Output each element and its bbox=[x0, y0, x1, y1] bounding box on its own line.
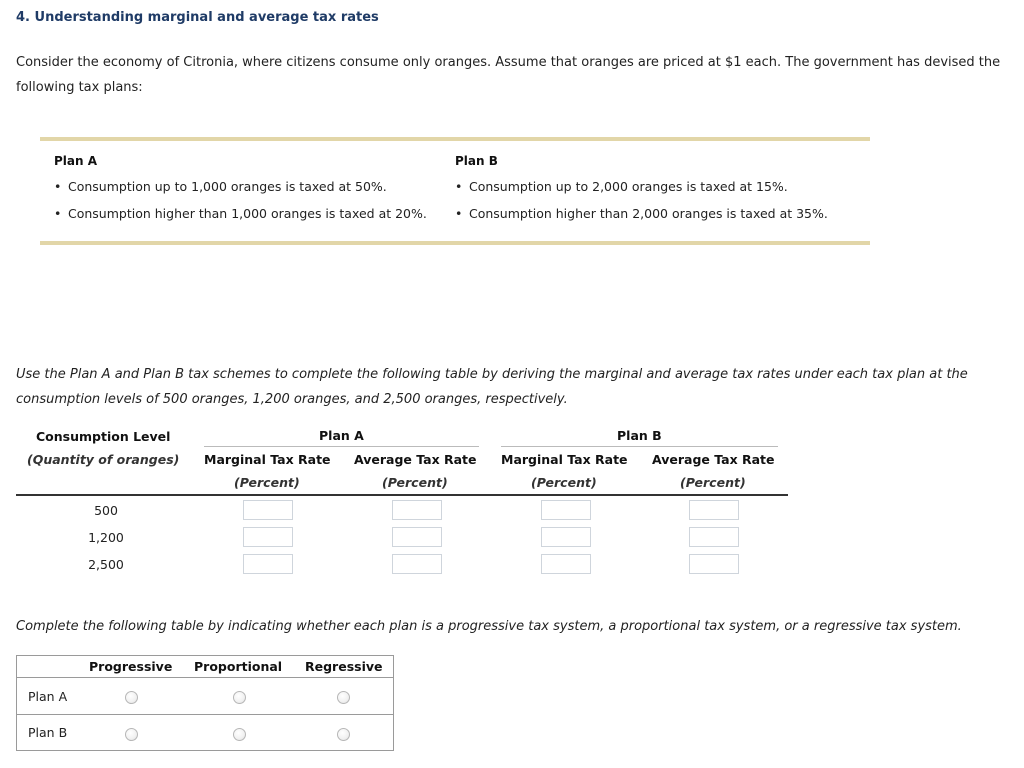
plan-a-marginal-header: Marginal Tax Rate bbox=[204, 452, 331, 467]
plan-b-marginal-input-2500[interactable] bbox=[541, 554, 591, 574]
plan-b-item bbox=[455, 177, 828, 204]
consumption-level-cell: 500 bbox=[94, 503, 118, 518]
plan-a-marginal-input-500[interactable] bbox=[243, 500, 293, 520]
plan-a-marginal-input-2500[interactable] bbox=[243, 554, 293, 574]
plan-b-item-text: Consumption higher than 2,000 oranges is taxed at 35%. bbox=[469, 206, 828, 221]
tax-system-table bbox=[16, 655, 394, 751]
plan-a-item-text: Consumption up to 1,000 oranges is taxed at 50%. bbox=[68, 179, 387, 194]
plan-b-marginal-header: Marginal Tax Rate bbox=[501, 452, 628, 467]
plan-a-header-rule bbox=[204, 446, 479, 447]
plan-a-item-text: Consumption higher than 1,000 oranges is taxed at 20%. bbox=[68, 206, 427, 221]
plan-a-average-input-500[interactable] bbox=[392, 500, 442, 520]
plan-b-row-label: Plan B bbox=[28, 725, 68, 740]
plan-b-column bbox=[455, 154, 828, 231]
plan-b-header-rule bbox=[501, 446, 778, 447]
plan-a-item bbox=[54, 177, 427, 204]
tax-rate-table bbox=[16, 426, 788, 586]
plan-a-group-header: Plan A bbox=[319, 428, 364, 443]
tax-plans-box bbox=[40, 137, 870, 245]
table-header-divider bbox=[16, 494, 788, 496]
plan-b-item-text: Consumption up to 2,000 oranges is taxed at 15%. bbox=[469, 179, 788, 194]
plan-a-average-input-2500[interactable] bbox=[392, 554, 442, 574]
question-title: 4. Understanding marginal and average tax rates bbox=[16, 10, 379, 25]
plan-b-group-header: Plan B bbox=[617, 428, 662, 443]
system-table-instructions: Complete the following table by indicating whether each plan is a progressive tax system, a proportional tax system, or a regressive tax system. bbox=[16, 619, 962, 634]
bullet-icon: • bbox=[455, 206, 463, 221]
proportional-column-header: Proportional bbox=[194, 659, 283, 674]
plan-b-average-unit: (Percent) bbox=[680, 475, 746, 490]
plan-b-regressive-radio[interactable] bbox=[337, 728, 350, 741]
plan-b-marginal-input-1200[interactable] bbox=[541, 527, 591, 547]
bullet-icon: • bbox=[54, 206, 62, 221]
consumption-level-cell: 1,200 bbox=[88, 530, 124, 545]
plan-b-average-input-500[interactable] bbox=[689, 500, 739, 520]
plan-b-item bbox=[455, 204, 828, 231]
plan-b-average-input-2500[interactable] bbox=[689, 554, 739, 574]
plan-a-row-label: Plan A bbox=[28, 689, 68, 704]
progressive-column-header: Progressive bbox=[89, 659, 173, 674]
bullet-icon: • bbox=[455, 179, 463, 194]
plan-a-item bbox=[54, 204, 427, 231]
plan-a-proportional-radio[interactable] bbox=[233, 691, 246, 704]
consumption-level-header: Consumption Level bbox=[36, 429, 171, 444]
plan-b-marginal-unit: (Percent) bbox=[531, 475, 597, 490]
plan-a-average-header: Average Tax Rate bbox=[354, 452, 477, 467]
plan-a-progressive-radio[interactable] bbox=[125, 691, 138, 704]
plan-a-column bbox=[54, 154, 427, 231]
plan-a-row bbox=[17, 677, 393, 715]
consumption-level-cell: 2,500 bbox=[88, 557, 124, 572]
plan-b-heading: Plan B bbox=[455, 154, 498, 168]
plan-b-average-header: Average Tax Rate bbox=[652, 452, 775, 467]
plan-b-average-input-1200[interactable] bbox=[689, 527, 739, 547]
plan-a-marginal-input-1200[interactable] bbox=[243, 527, 293, 547]
plan-a-average-input-1200[interactable] bbox=[392, 527, 442, 547]
consumption-level-subheader: (Quantity of oranges) bbox=[27, 452, 180, 467]
plan-a-heading: Plan A bbox=[54, 154, 98, 168]
plan-b-row bbox=[17, 714, 393, 751]
plan-a-average-unit: (Percent) bbox=[382, 475, 448, 490]
plan-a-marginal-unit: (Percent) bbox=[234, 475, 300, 490]
intro-text: Consider the economy of Citronia, where citizens consume only oranges. Assume that oranges are priced at $1 each. The government has devised the following tax plans: bbox=[16, 55, 1001, 95]
plan-b-marginal-input-500[interactable] bbox=[541, 500, 591, 520]
plan-b-proportional-radio[interactable] bbox=[233, 728, 246, 741]
bullet-icon: • bbox=[54, 179, 62, 194]
rate-table-instructions: Use the Plan A and Plan B tax schemes to complete the following table by deriving the marginal and average tax rates under each tax plan at the consumption levels of 500 oranges, 1,200 oranges, and 2,500 oranges, respectively. bbox=[16, 367, 968, 407]
plan-b-progressive-radio[interactable] bbox=[125, 728, 138, 741]
regressive-column-header: Regressive bbox=[305, 659, 383, 674]
plan-a-regressive-radio[interactable] bbox=[337, 691, 350, 704]
